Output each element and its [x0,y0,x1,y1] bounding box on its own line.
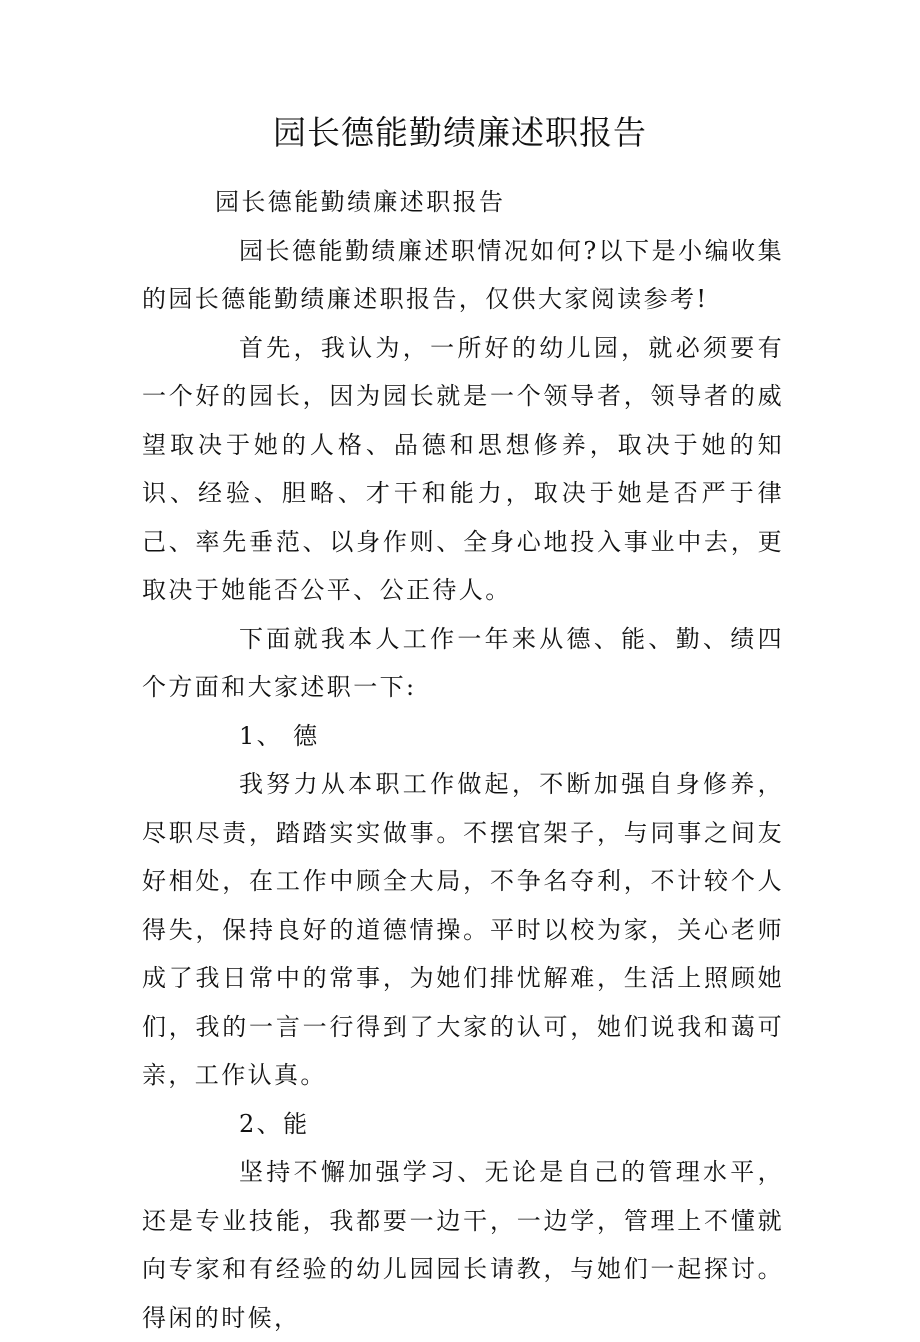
section-heading-ability: 2、能 [239,1109,310,1138]
paragraph-intro: 园长德能勤绩廉述职情况如何?以下是小编收集的园长德能勤绩廉述职报告，仅供大家阅读参考! [142,236,784,313]
document-body [142,178,784,1342]
paragraph-2: 下面就我本人工作一年来从德、能、勤、绩四个方面和大家述职一下: [142,624,784,701]
page-title: 园长德能勤绩廉述职报告 [273,113,647,152]
paragraph-3: 我努力从本职工作做起，不断加强自身修养，尽职尽责，踏踏实实做事。不摆官架子，与同事之间友好相处，在工作中顾全大局，不争名夺利，不计较个人得失，保持良好的道德情操。平时以校为家，关心老师成了我日常中的常事，为她们排忧解难，生活上照顾她们，我的一言一行得到了大家的认可，她们说我和蔼可亲，工作认真。 [142,770,784,1089]
section-heading-virtue: 1、 德 [239,721,320,750]
document-subtitle: 园长德能勤绩廉述职报告 [215,188,506,216]
paragraph-4: 坚持不懈加强学习、无论是自己的管理水平，还是专业技能，我都要一边干，一边学，管理上不懂就向专家和有经验的幼儿园园长请教，与她们一起探讨。得闲的时候， [142,1158,784,1332]
paragraph-1: 首先，我认为，一所好的幼儿园，就必须要有一个好的园长，因为园长就是一个领导者，领导者的威望取决于她的人格、品德和思想修养，取决于她的知识、经验、胆略、才干和能力，取决于她是否严于律己、率先垂范、以身作则、全身心地投入事业中去，更取决于她能否公平、公正待人。 [142,333,784,604]
